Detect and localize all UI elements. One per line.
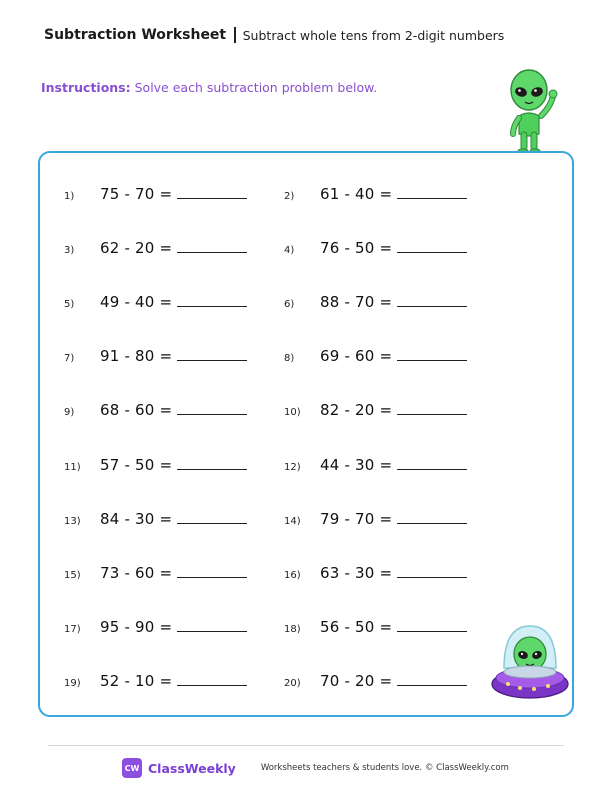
footer — [122, 758, 509, 778]
problem-item — [64, 618, 247, 636]
problem-expression: 91 - 80 = — [100, 347, 173, 366]
problem-expression: 70 - 20 = — [320, 671, 393, 690]
problem-item — [284, 239, 467, 257]
problem-item — [64, 185, 247, 203]
problem-expression: 56 - 50 = — [320, 617, 393, 636]
problem-expression: 62 - 20 = — [100, 239, 173, 258]
problem-item — [284, 456, 467, 474]
problem-number: 17) — [64, 623, 81, 635]
problem-item — [284, 401, 467, 419]
problem-expression: 95 - 90 = — [100, 617, 173, 636]
problem-item — [64, 456, 247, 474]
problem-expression: 61 - 40 = — [320, 185, 393, 203]
problem-expression: 75 - 70 = — [100, 185, 173, 203]
answer-blank[interactable] — [397, 186, 467, 199]
problem-number: 15) — [64, 569, 81, 581]
answer-blank[interactable] — [177, 186, 247, 199]
instructions-label: Instructions: — [41, 80, 131, 95]
problem-item — [64, 239, 247, 257]
problem-number: 9) — [64, 407, 75, 419]
problem-number: 8) — [284, 353, 295, 365]
problem-item — [64, 564, 247, 582]
footer-tagline: Worksheets teachers & students love. © ClassWeekly.com — [260, 763, 509, 773]
footer-brand: ClassWeekly — [148, 760, 236, 776]
answer-blank[interactable] — [177, 240, 247, 253]
problem-number: 5) — [64, 299, 75, 311]
problem-expression: 73 - 60 = — [100, 563, 173, 582]
problem-number: 10) — [284, 407, 301, 419]
problem-number: 3) — [64, 245, 75, 257]
worksheet-subtitle: Subtract whole tens from 2-digit numbers — [242, 27, 505, 43]
problem-expression: 52 - 10 = — [100, 671, 173, 690]
problem-item — [284, 510, 467, 528]
answer-blank[interactable] — [397, 619, 467, 632]
answer-blank[interactable] — [397, 673, 467, 686]
problem-expression: 76 - 50 = — [320, 239, 393, 258]
problem-expression: 82 - 20 = — [320, 401, 393, 420]
problem-number: 19) — [64, 677, 81, 689]
alien-waving-icon — [497, 66, 563, 154]
classweekly-logo: CW — [122, 758, 142, 778]
problem-expression: 69 - 60 = — [320, 347, 393, 366]
problem-number: 6) — [284, 299, 295, 311]
problem-item — [284, 618, 467, 636]
answer-blank[interactable] — [177, 457, 247, 470]
worksheet-title: Subtraction Worksheet — [44, 27, 227, 43]
answer-blank[interactable] — [177, 511, 247, 524]
problem-number: 11) — [64, 461, 81, 473]
problem-item — [284, 293, 467, 311]
answer-blank[interactable] — [177, 673, 247, 686]
answer-blank[interactable] — [177, 348, 247, 361]
problem-item — [64, 510, 247, 528]
answer-blank[interactable] — [177, 402, 247, 415]
problem-expression: 88 - 70 = — [320, 293, 393, 312]
problem-expression: 44 - 30 = — [320, 455, 393, 474]
answer-blank[interactable] — [397, 240, 467, 253]
problem-number: 20) — [284, 677, 301, 689]
alien-ufo-icon — [490, 620, 570, 706]
answer-blank[interactable] — [397, 511, 467, 524]
problem-number: 7) — [64, 353, 75, 365]
problem-item — [64, 293, 247, 311]
problem-expression: 84 - 30 = — [100, 509, 173, 528]
instructions — [41, 80, 377, 95]
problem-number: 4) — [284, 245, 295, 257]
problem-number: 13) — [64, 515, 81, 527]
problem-expression: 63 - 30 = — [320, 563, 393, 582]
answer-blank[interactable] — [397, 348, 467, 361]
answer-blank[interactable] — [397, 565, 467, 578]
problem-number: 1) — [64, 191, 75, 202]
problem-expression: 57 - 50 = — [100, 455, 173, 474]
problem-item — [64, 672, 247, 690]
problem-item — [284, 347, 467, 365]
problem-item — [284, 185, 467, 203]
footer-divider — [48, 745, 564, 746]
problem-item — [64, 401, 247, 419]
answer-blank[interactable] — [177, 565, 247, 578]
answer-blank[interactable] — [177, 294, 247, 307]
title-separator — [234, 27, 236, 43]
answer-blank[interactable] — [177, 619, 247, 632]
answer-blank[interactable] — [397, 457, 467, 470]
problem-item — [284, 564, 467, 582]
answer-blank[interactable] — [397, 294, 467, 307]
problem-number: 2) — [284, 191, 295, 202]
problem-item — [64, 347, 247, 365]
problem-expression: 49 - 40 = — [100, 293, 173, 312]
problem-item — [284, 672, 467, 690]
problem-number: 14) — [284, 515, 301, 527]
problem-expression: 68 - 60 = — [100, 401, 173, 420]
problem-number: 12) — [284, 461, 301, 473]
problem-expression: 79 - 70 = — [320, 509, 393, 528]
instructions-text: Solve each subtraction problem below. — [134, 80, 378, 95]
problem-number: 18) — [284, 623, 301, 635]
worksheet-header — [44, 27, 504, 43]
problem-number: 16) — [284, 569, 301, 581]
answer-blank[interactable] — [397, 402, 467, 415]
